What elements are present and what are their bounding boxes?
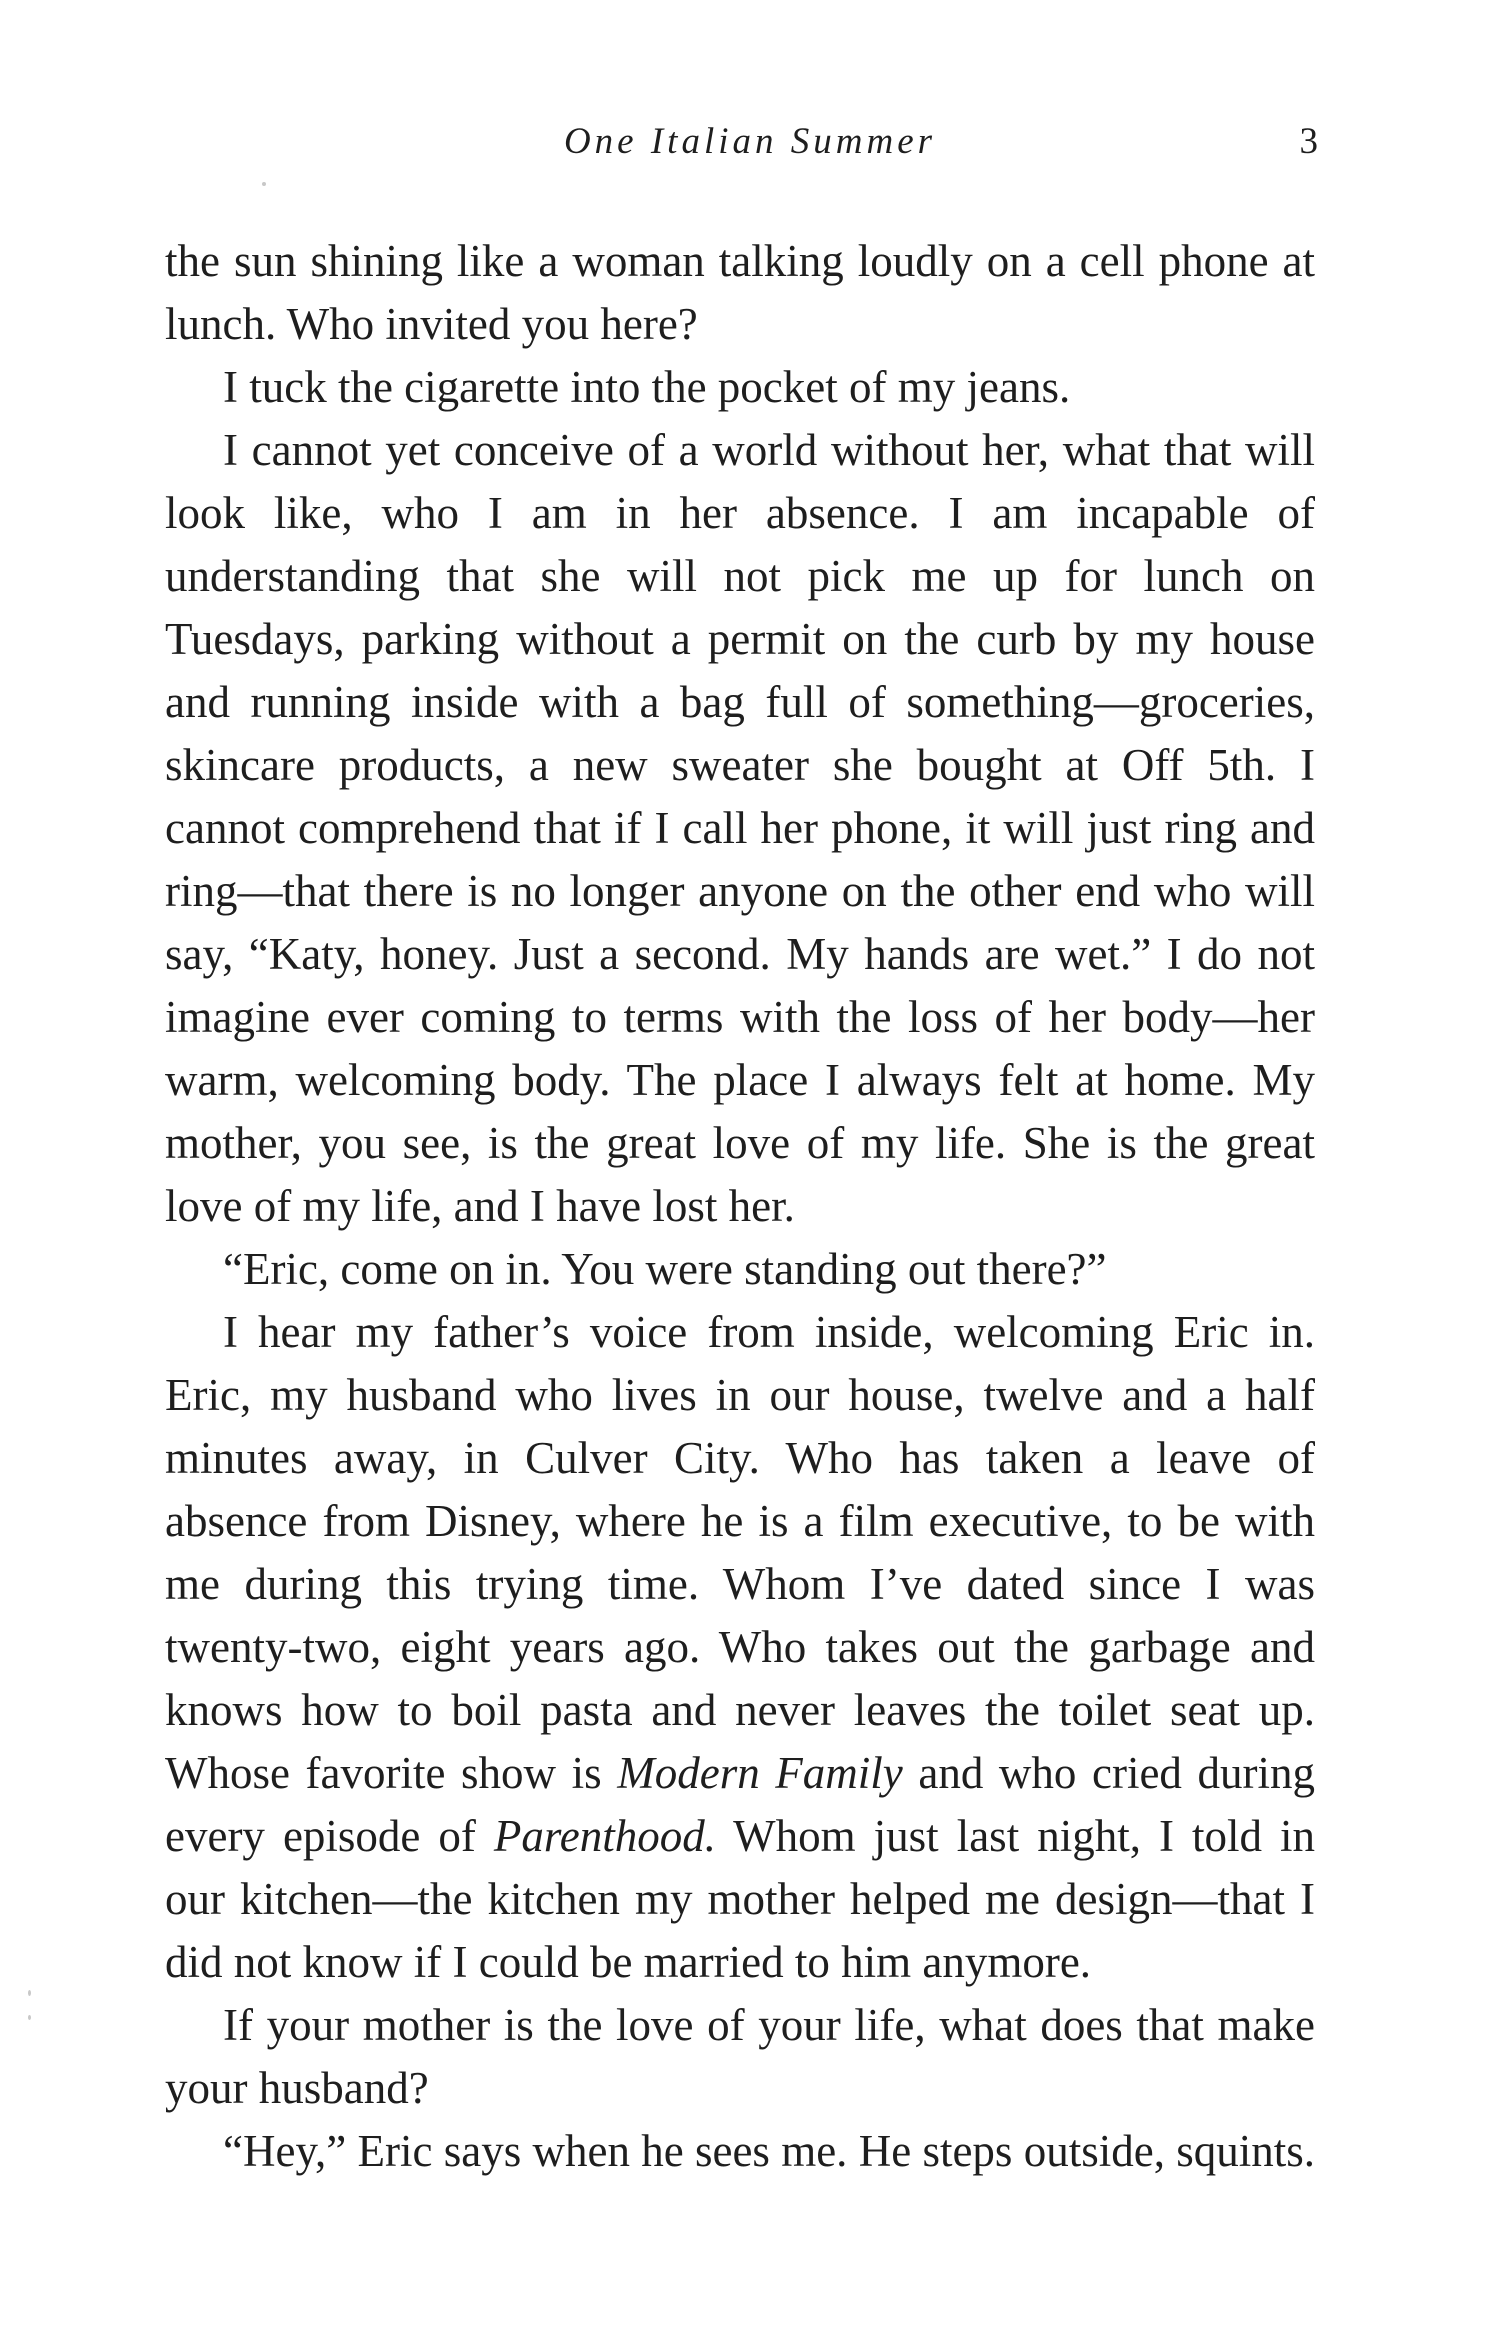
paragraph-text: I hear my father’s voice from inside, welcoming Eric in. Eric, my husband who lives in our house, twelve and a half minutes away, in Culver City. Who has taken a leave of absence from Disney, where he is a film executive, to be with me during this trying time. Whom I’ve dated since I was twenty-two, eight years ago. Who takes out the garbage and knows how to boil pasta and never leaves the toilet seat up. Whose favorite show is [165, 1307, 1315, 1798]
paragraph: If your mother is the love of your life, what does that make your husband? [165, 2000, 1315, 2113]
paragraph: “Eric, come on in. You were standing out there?” [223, 1244, 1107, 1294]
paragraph: “Hey,” Eric says when he sees me. He steps outside, squints. [223, 2126, 1315, 2176]
running-head [0, 112, 1500, 172]
scan-speck [28, 1990, 31, 1996]
paragraph-text: Whom just last night, I told in our kitchen—the kitchen my mother helped me design—that I did not know if I could be married to him anymore. [165, 1811, 1315, 1987]
page-number: 3 [1299, 121, 1318, 162]
body-text [165, 230, 1315, 2183]
paragraph-with-titles [165, 1301, 1315, 1994]
paragraph: I cannot yet conceive of a world without her, what that will look like, who I am in her absence. I am incapable of understanding that she will not pick me up for lunch on Tuesdays, parking without a permit on the curb by my house and running inside with a bag full of something—groceries, skincare products, a new sweater she bought at Off 5th. I cannot comprehend that if I call her phone, it will just ring and ring—that there is no longer anyone on the other end who will say, “Katy, honey. Just a second. My hands are wet.” I do not imagine ever coming to terms with the loss of her body—her warm, welcoming body. The place I always felt at home. My mother, you see, is the great love of my life. She is the great love of my life, and I have lost her. [165, 425, 1315, 1231]
italic-title: Modern Family [617, 1748, 903, 1798]
running-title: One Italian Summer [563, 121, 937, 162]
paragraph: I tuck the cigarette into the pocket of my jeans. [223, 362, 1071, 412]
paragraph-continued: the sun shining like a woman talking loudly on a cell phone at lunch. Who invited you here? [165, 236, 1315, 349]
scan-speck [28, 2015, 31, 2020]
italic-title: Parenthood. [493, 1811, 716, 1861]
paragraph-text: and who cried during every episode of [165, 1748, 1316, 1861]
scan-speck [262, 182, 266, 186]
